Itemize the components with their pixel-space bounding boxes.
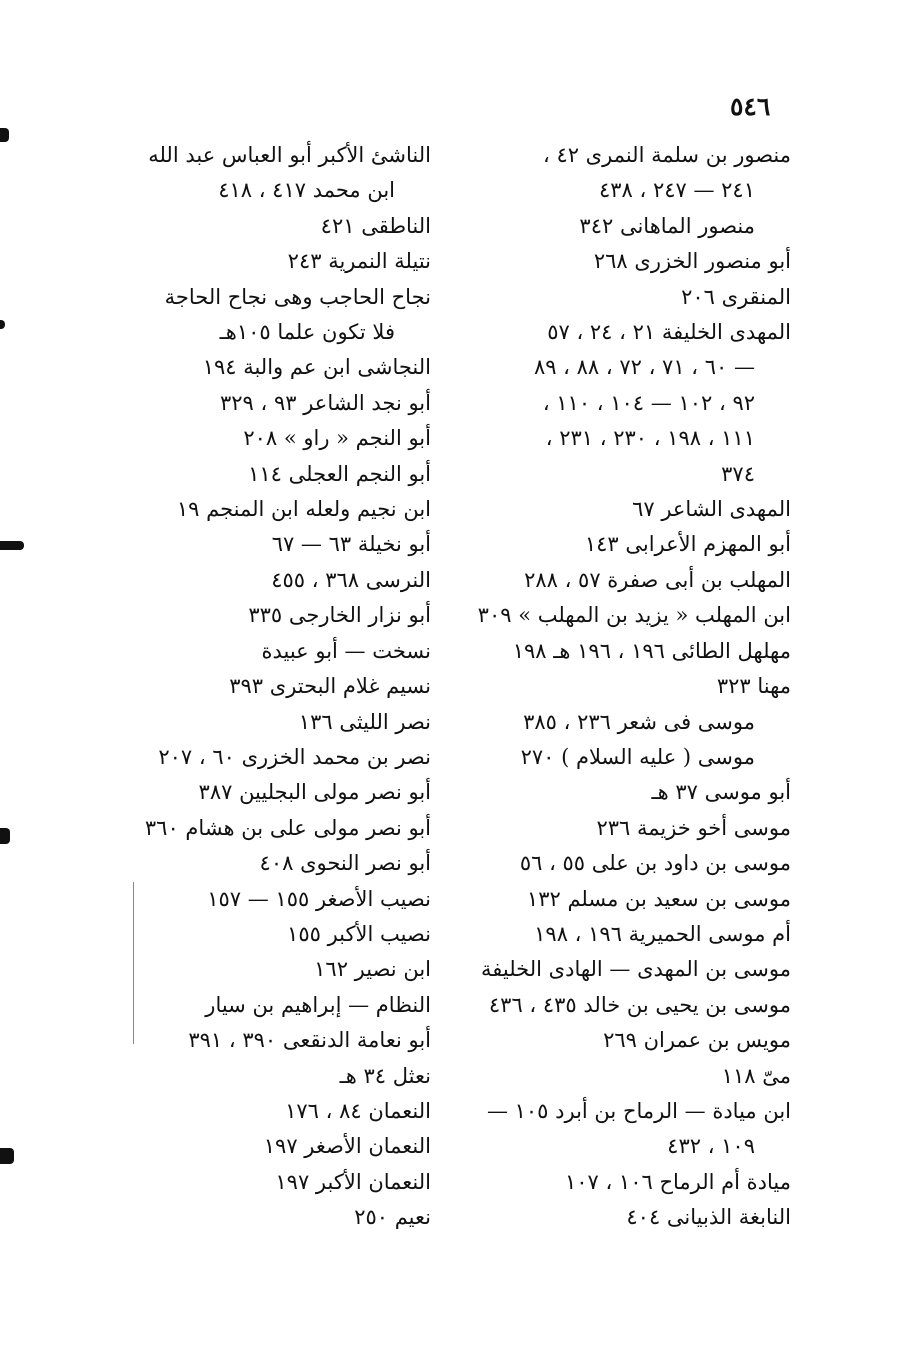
index-entry: الناطقى ٤٢١ bbox=[320, 213, 431, 238]
scan-edge-mark bbox=[0, 828, 10, 844]
index-entry: موسى بن داود بن على ٥٥ ، ٥٦ bbox=[519, 851, 791, 876]
index-entry: موسى بن يحيى بن خالد ٤٣٥ ، ٤٣٦ bbox=[488, 992, 791, 1017]
index-entry: أم موسى الحميرية ١٩٦ ، ١٩٨ bbox=[534, 921, 791, 946]
index-entry: المنقرى ٢٠٦ bbox=[681, 284, 791, 309]
index-entry: الناشئ الأكبر أبو العباس عبد الله bbox=[148, 143, 431, 167]
index-entry: نصر بن محمد الخزرى ٦٠ ، ٢٠٧ bbox=[158, 744, 431, 769]
margin-rule bbox=[133, 882, 134, 1044]
index-entry: ابن ميادة — الرماح بن أبرد ١٠٥ — bbox=[486, 1098, 791, 1123]
scan-edge-mark bbox=[0, 320, 5, 329]
index-entry: نجاح الحاجب وهى نجاح الحاجة bbox=[164, 284, 431, 309]
index-entry-continuation: ١٠٩ ، ٤٣٢ bbox=[667, 1134, 755, 1159]
index-entry: النظام — إبراهيم بن سيار bbox=[205, 992, 431, 1017]
index-entry: موسى ( عليه السلام ) ٢٧٠ bbox=[520, 744, 755, 769]
index-entry: النابغة الذبيانى ٤٠٤ bbox=[626, 1205, 791, 1230]
index-entry: موسى أخو خزيمة ٢٣٦ bbox=[596, 815, 791, 840]
index-entry: نصر الليثى ١٣٦ bbox=[298, 709, 431, 734]
index-entry: أبو موسى ٣٧ هـ bbox=[651, 780, 791, 805]
page-number: ٥٤٦ bbox=[730, 92, 771, 121]
index-entry: أبو النجم العجلى ١١٤ bbox=[248, 461, 431, 486]
index-entry: نسيم غلام البحترى ٣٩٣ bbox=[229, 674, 431, 699]
index-entry: موسى فى شعر ٢٣٦ ، ٣٨٥ bbox=[523, 709, 755, 734]
index-entry: ابن نجيم ولعله ابن المنجم ١٩ bbox=[176, 497, 431, 522]
index-entry: نصيب الأصغر ١٥٥ — ١٥٧ bbox=[207, 886, 431, 911]
scan-edge-mark bbox=[0, 1148, 14, 1164]
index-entry-continuation: ٣٧٤ bbox=[721, 461, 755, 486]
index-entry: ميادة أم الرماح ١٠٦ ، ١٠٧ bbox=[564, 1169, 791, 1194]
index-entry: النعمان الأكبر ١٩٧ bbox=[275, 1169, 431, 1194]
index-entry: نسخت — أبو عبيدة bbox=[261, 638, 431, 663]
index-entry: النعمان الأصغر ١٩٧ bbox=[263, 1134, 431, 1159]
index-entry: المهدى الشاعر ٦٧ bbox=[632, 497, 791, 522]
index-entry: نتيلة النمرية ٢٤٣ bbox=[287, 249, 431, 274]
index-entry: ابن المهلب « يزيد بن المهلب » ٣٠٩ bbox=[477, 603, 791, 628]
index-entry-continuation: ابن محمد ٤١٧ ، ٤١٨ bbox=[218, 178, 395, 203]
index-entry-continuation: ٩٢ ، ١٠٢ — ١٠٤ ، ١١٠ ، bbox=[542, 390, 755, 415]
index-entry: موسى بن المهدى — الهادى الخليفة bbox=[481, 957, 791, 982]
index-entry: موسى بن سعيد بن مسلم ١٣٢ bbox=[526, 886, 791, 911]
index-entry: أبو نعامة الدنقعى ٣٩٠ ، ٣٩١ bbox=[188, 1028, 431, 1053]
index-entry-continuation: — ٦٠ ، ٧١ ، ٧٢ ، ٨٨ ، ٨٩ bbox=[533, 355, 755, 380]
index-entry: نعيم ٢٥٠ bbox=[354, 1205, 431, 1230]
index-entry: النرسى ٣٦٨ ، ٤٥٥ bbox=[271, 567, 431, 592]
scan-edge-mark bbox=[0, 128, 9, 142]
index-entry: مهنا ٣٢٣ bbox=[716, 674, 791, 699]
index-column-left bbox=[86, 138, 431, 1236]
index-entry: نصيب الأكبر ١٥٥ bbox=[287, 921, 431, 946]
index-entry: المهلب بن أبى صفرة ٥٧ ، ٢٨٨ bbox=[524, 567, 791, 592]
index-entry: أبو منصور الخزرى ٢٦٨ bbox=[593, 249, 791, 274]
index-column-right bbox=[461, 138, 791, 1236]
index-entry: أبو نصر النحوى ٤٠٨ bbox=[259, 851, 431, 876]
index-entry-continuation: فلا تكون علما ١٠٥هـ bbox=[219, 320, 395, 345]
index-entry: أبو نجد الشاعر ٩٣ ، ٣٢٩ bbox=[219, 390, 431, 415]
index-entry: أبو نزار الخارجى ٣٣٥ bbox=[248, 603, 431, 628]
index-entry: منصور بن سلمة النمرى ٤٢ ، bbox=[542, 143, 791, 167]
index-entry: ابن نصير ١٦٢ bbox=[314, 957, 431, 982]
index-entry: أبو نصر مولى البجليين ٣٨٧ bbox=[198, 780, 431, 805]
index-entry: مويس بن عمران ٢٦٩ bbox=[603, 1028, 791, 1053]
index-entry: أبو النجم « راو » ٢٠٨ bbox=[243, 426, 431, 451]
index-entry-continuation: ٢٤١ — ٢٤٧ ، ٤٣٨ bbox=[598, 178, 755, 203]
index-entry-continuation: ١١١ ، ١٩٨ ، ٢٣٠ ، ٢٣١ ، bbox=[545, 426, 755, 451]
index-entry: أبو نصر مولى على بن هشام ٣٦٠ bbox=[144, 815, 431, 840]
index-entry: أبو نخيلة ٦٣ — ٦٧ bbox=[271, 532, 431, 557]
index-entry: النجاشى ابن عم والبة ١٩٤ bbox=[202, 355, 431, 380]
index-entry: مىّ ١١٨ bbox=[721, 1063, 791, 1088]
index-entry: المهدى الخليفة ٢١ ، ٢٤ ، ٥٧ bbox=[547, 320, 791, 345]
index-entry: النعمان ٨٤ ، ١٧٦ bbox=[285, 1098, 431, 1123]
index-entry: أبو المهزم الأعرابى ١٤٣ bbox=[584, 532, 791, 557]
index-entry: منصور الماهانى ٣٤٢ bbox=[579, 213, 755, 238]
scan-edge-mark bbox=[0, 541, 24, 550]
index-entry: مهلهل الطائى ١٩٦ ، ١٩٦ هـ ١٩٨ bbox=[512, 638, 791, 663]
index-entry: نعثل ٣٤ هـ bbox=[339, 1063, 431, 1088]
